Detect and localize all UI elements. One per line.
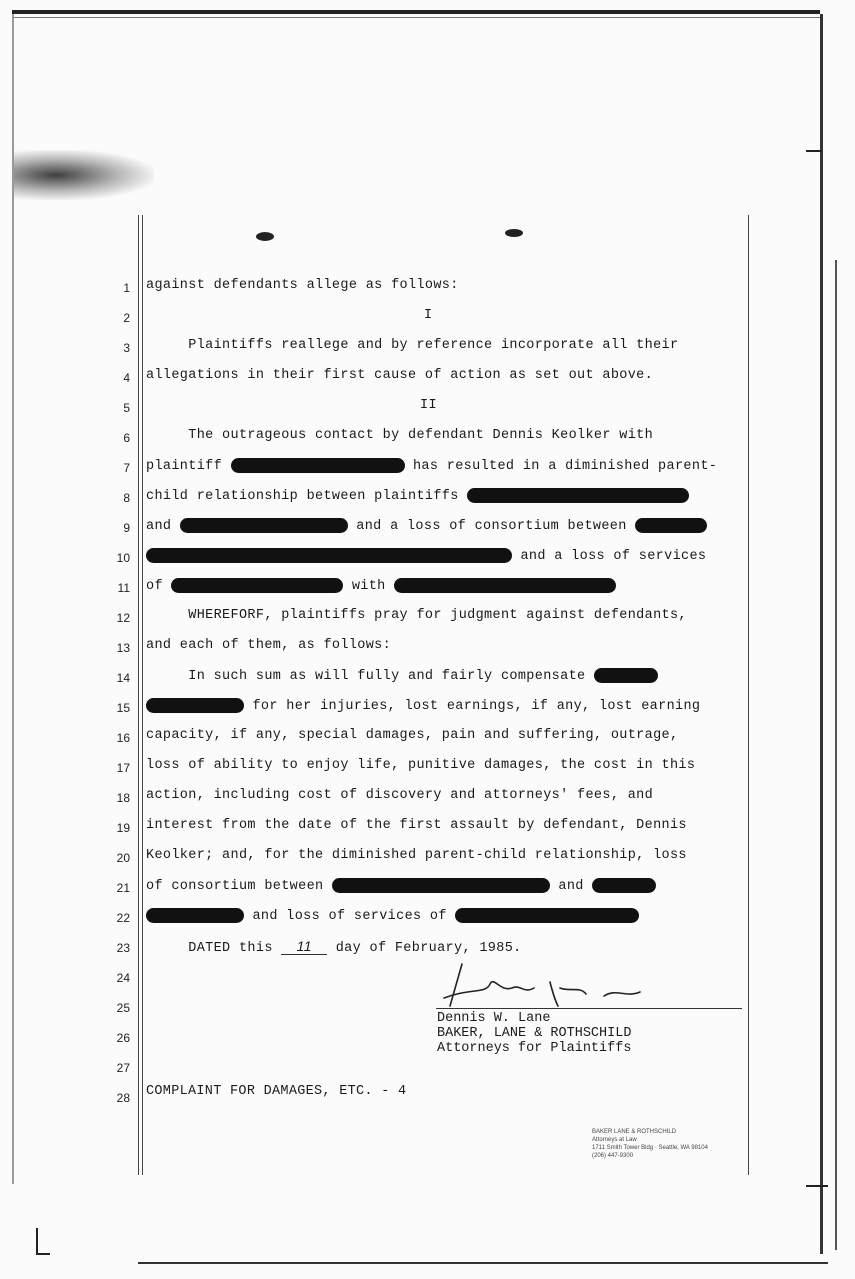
line-number: 22	[116, 911, 130, 925]
line-number: 26	[116, 1031, 130, 1045]
redaction-bar	[455, 908, 639, 923]
line-number: 3	[123, 341, 130, 355]
redaction-bar	[592, 878, 656, 893]
line-number: 13	[116, 641, 130, 655]
body-line-23	[146, 938, 522, 956]
line-number: 27	[116, 1061, 130, 1075]
signature-block	[437, 1011, 631, 1056]
scan-edge-bottom	[138, 1262, 828, 1264]
firm-stamp	[592, 1128, 762, 1160]
body-line-6: The outrageous contact by defendant Dennis Keolker with	[146, 428, 654, 443]
text-fragment: has resulted in a diminished parent-	[412, 459, 718, 475]
body-line-1: against defendants allege as follows:	[146, 278, 459, 293]
section-heading-i: I	[424, 308, 433, 323]
body-line-4: allegations in their first cause of action as set out above.	[146, 368, 654, 383]
body-line-10	[146, 548, 706, 564]
body-line-8	[146, 488, 689, 504]
line-number: 6	[123, 431, 130, 445]
body-line-14	[146, 668, 658, 684]
redaction-bar	[231, 458, 405, 473]
text-fragment: with	[351, 579, 386, 595]
text-fragment: day of February, 1985.	[335, 941, 522, 956]
document-caption: COMPLAINT FOR DAMAGES, ETC. - 4	[146, 1084, 407, 1099]
signature-line	[436, 1008, 742, 1009]
scan-smudge	[14, 150, 154, 200]
stamp-firm: BAKER LANE & ROTHSCHILD	[592, 1129, 677, 1135]
redaction-bar	[594, 668, 658, 683]
attorney-role: Attorneys for Plaintiffs	[437, 1041, 632, 1056]
redaction-bar	[146, 548, 512, 563]
stamp-line: 1711 Smith Tower Bldg · Seattle, WA 98104	[592, 1145, 708, 1151]
text-fragment: DATED this	[146, 941, 273, 956]
crop-mark-vertical	[36, 1228, 38, 1254]
line-number: 23	[116, 941, 130, 955]
body-line-17: loss of ability to enjoy life, punitive damages, the cost in this	[146, 758, 696, 773]
punch-hole-mark-right	[505, 229, 523, 237]
left-margin-rule	[138, 215, 139, 1175]
line-number: 5	[123, 401, 130, 415]
crop-mark-right-top	[806, 150, 822, 152]
text-fragment: for her injuries, lost earnings, if any, lost earning	[252, 699, 701, 715]
body-line-7	[146, 458, 717, 474]
body-line-22	[146, 908, 639, 924]
body-line-20: Keolker; and, for the diminished parent-child relationship, loss	[146, 848, 687, 863]
text-fragment: In such sum as will fully and fairly compensate	[146, 669, 586, 685]
text-fragment: of	[146, 579, 163, 595]
right-margin-rule	[748, 215, 749, 1175]
body-line-16: capacity, if any, special damages, pain and suffering, outrage,	[146, 728, 679, 743]
redaction-bar	[467, 488, 689, 503]
line-number: 18	[116, 791, 130, 805]
redaction-bar	[171, 578, 343, 593]
stamp-line: (206) 447-9300	[592, 1153, 634, 1159]
line-number: 12	[116, 611, 130, 625]
redaction-bar	[146, 908, 244, 923]
line-number: 19	[116, 821, 130, 835]
text-fragment: of consortium between	[146, 879, 324, 895]
line-number: 4	[123, 371, 130, 385]
punch-hole-mark-left	[256, 232, 274, 241]
body-line-12: WHEREFORF, plaintiffs pray for judgment against defendants,	[146, 608, 687, 623]
redaction-bar	[635, 518, 707, 533]
body-line-19: interest from the date of the first assault by defendant, Dennis	[146, 818, 687, 833]
handwritten-signature	[440, 958, 660, 1010]
attorney-name: Dennis W. Lane	[437, 1011, 551, 1026]
scan-edge-top	[12, 10, 820, 14]
body-line-3: Plaintiffs reallege and by reference incorporate all their	[146, 338, 679, 353]
text-fragment: plaintiff	[146, 459, 223, 475]
text-fragment: and a loss of consortium between	[356, 519, 627, 535]
body-line-18: action, including cost of discovery and attorneys' fees, and	[146, 788, 654, 803]
text-fragment: and	[146, 519, 172, 535]
text-fragment: and a loss of services	[520, 549, 707, 565]
line-number: 15	[116, 701, 130, 715]
line-number: 8	[123, 491, 130, 505]
scan-edge-top-inner	[12, 17, 820, 18]
body-line-21	[146, 878, 656, 894]
redaction-bar	[332, 878, 550, 893]
body-line-13: and each of them, as follows:	[146, 638, 392, 653]
line-number: 20	[116, 851, 130, 865]
scan-edge-right	[820, 14, 823, 1254]
line-number: 2	[123, 311, 130, 325]
crop-mark-right-bottom	[806, 1185, 828, 1187]
body-line-11	[146, 578, 616, 594]
text-fragment: and	[558, 879, 584, 895]
scan-edge-right-inner	[835, 260, 837, 1250]
body-line-9	[146, 518, 707, 534]
redaction-bar	[180, 518, 348, 533]
line-number: 28	[116, 1091, 130, 1105]
line-number: 16	[116, 731, 130, 745]
line-number: 17	[116, 761, 130, 775]
body-line-15	[146, 698, 700, 714]
line-number: 1	[123, 281, 130, 295]
crop-mark-horizontal	[36, 1253, 50, 1255]
line-number: 24	[116, 971, 130, 985]
redaction-bar	[394, 578, 616, 593]
law-firm-name: BAKER, LANE & ROTHSCHILD	[437, 1026, 632, 1041]
stamp-line: Attorneys at Law	[592, 1137, 637, 1143]
line-number: 25	[116, 1001, 130, 1015]
left-margin-rule-inner	[142, 215, 143, 1175]
line-number: 10	[116, 551, 130, 565]
section-heading-ii: II	[420, 398, 437, 413]
line-number: 14	[116, 671, 130, 685]
dated-day-field: 11	[281, 938, 327, 955]
text-fragment: child relationship between plaintiffs	[146, 489, 459, 505]
line-number: 21	[116, 881, 130, 895]
redaction-bar	[146, 698, 244, 713]
text-fragment: and loss of services of	[252, 909, 447, 925]
line-number: 9	[123, 521, 130, 535]
line-number: 7	[123, 461, 130, 475]
line-number: 11	[117, 581, 130, 595]
